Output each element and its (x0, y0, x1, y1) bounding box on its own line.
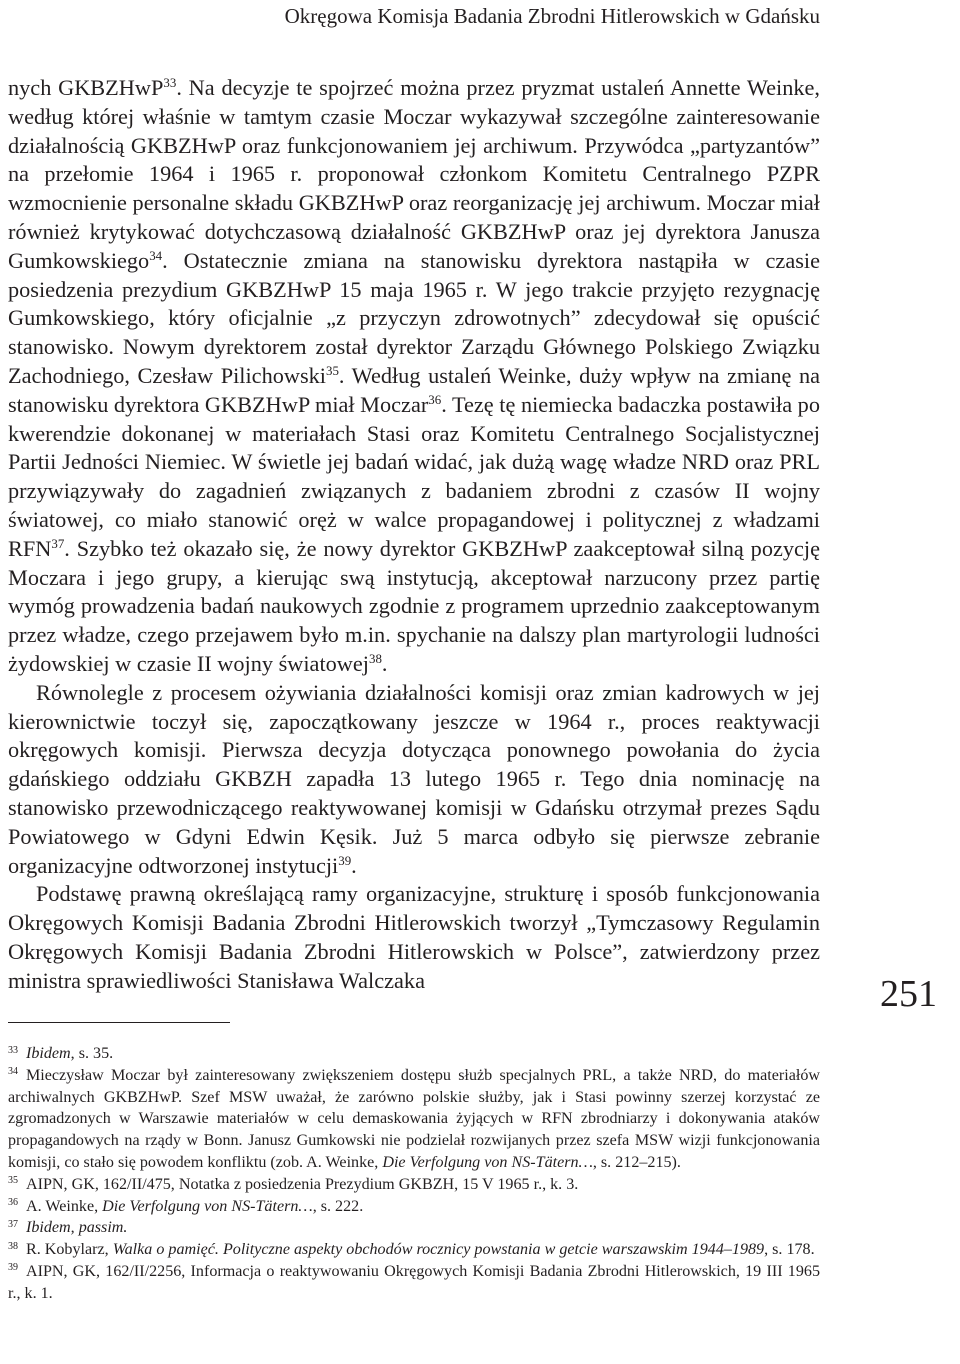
text-span: . Według ustaleń Weinke, duży wpływ na zmianę na stanowisku dyrektora GKBZHwP miał Moczar (8, 362, 821, 417)
footnote-text: R. Kobylarz, (25, 1241, 113, 1259)
footnote-text: A. Weinke, (25, 1197, 103, 1215)
text-span: Podstawę prawną określającą ramy organizacyjne, strukturę i sposób funkcjonowania Okręgowych Komisji Badania Zbrodni Hitlerowskich tworzył „Tymczasowy Regulamin Okręgowych Komisji Badania Zbrodni Hitlerowskich w Polsce”, zatwierdzony przez ministra sprawiedliwości Stanisława Walczaka (8, 881, 820, 993)
footnote-text: , s. 222. (312, 1197, 364, 1215)
footnote-number: 34 (8, 1066, 18, 1078)
footnote-number: 33 (8, 1044, 18, 1056)
footnote-34 (8, 1065, 820, 1174)
text-span: . Tezę tę niemiecka badaczka postawiła po kwerendzie dokonanej w materiałach Stasi oraz Komitetu Centralnego Socjalistycznej Partii Jedności Niemiec. W świetle jej badań widać, jak dużą wagę władze NRD oraz PRL przywiązywały do zagadnień związanych z badaniem zbrodni z czasów II wojny światowej, co miało stanowić oręż w walce propagandowej i politycznej z władzami RFN (8, 391, 820, 561)
footnote-ref-37[interactable]: 37 (51, 535, 65, 551)
footnote-ref-36[interactable]: 36 (428, 391, 442, 407)
text-span: . (381, 650, 388, 676)
footnote-separator (8, 1022, 230, 1023)
footnote-text: Mieczysław Moczar był zainteresowany zwiększeniem dostępu służb specjalnych PRL, a także NRD, do materiałów archiwalnych GKBZHwP. Szef MSW uważał, że zarówno polskie służby, jak i Stasi powinny szerzej korzystać ze zgromadzonych w Warszawie materiałów w celu demaskowania żyjących w RFN zbrodniarzy i dokonywania ataków propagandowych na rządy w Bonn. Janusz Gumkowski nie podzielał rozwijanych przez szefa MSW wizji funkcjonowania komisji, co stało się powodem konfliktu (zob. A. Weinke, (8, 1066, 820, 1171)
footnote-ref-39[interactable]: 39 (338, 852, 352, 868)
footnote-ref-35[interactable]: 35 (326, 362, 339, 378)
footnote-number: 37 (8, 1218, 18, 1230)
footnote-italic-text: Ibidem, passim. (25, 1219, 128, 1237)
footnote-36 (8, 1196, 820, 1218)
footnote-text: , s. 35. (70, 1045, 114, 1062)
footnote-33 (8, 1043, 820, 1065)
text-span: . Szybko też okazało się, że nowy dyrektor GKBZHwP zaakceptował silną pozycję Moczara i jego grupy, a kierując swą instytucją, akceptował narzucony przez partię wymóg prowadzenia badań naukowych zgodnie z programem uprzednio zaakceptowanym przez władze, czego przejawem było m.in. spychanie na dalszy plan martyrologii ludności żydowskiej w czasie II wojny światowej (8, 535, 820, 676)
footnote-italic-text: Die Verfolgung von NS-Tätern… (102, 1197, 313, 1215)
footnotes (8, 1043, 820, 1305)
text-span: nych GKBZHwP (8, 75, 164, 100)
footnote-35 (8, 1174, 820, 1196)
footnote-text: AIPN, GK, 162/II/475, Notatka z posiedzenia Prezydium GKBZH, 15 V 1965 r., k. 3. (25, 1175, 579, 1193)
text-span: Równolegle z procesem ożywiania działalności komisji oraz zmian kadrowych w jej kierownictwie toczył się, zapoczątkowany jeszcze w 1964 r., proces reaktywacji okręgowych komisji. Pierwsza decyzja dotycząca ponownego powołania do życia gdańskiego oddziału GKBZH zapadła 13 lutego 1965 r. Tego dnia nominację na stanowisko przewodniczącego reaktywowanej komisji w Gdańsku otrzymał prezes Sądu Powiatowego w Gdyni Edwin Kęsik. Już 5 marca odbyło się pierwsze zebranie organizacyjne odtworzonej instytucji (8, 679, 820, 878)
paragraph-2 (8, 679, 820, 881)
text-span: . Ostatecznie zmiana na stanowisku dyrektora nastąpiła w czasie posiedzenia prezydium GKBZHwP 15 maja 1965 r. W jego trakcie przyjęto rezygnację Gumkowskiego, który oficjalnie „z przyczyn zdrowotnych” zdecydował się opuścić stanowisko. Nowym dyrektorem został dyrektor Zarządu Głównego Polskiego Związku Zachodniego, Czesław Pilichowski (8, 247, 820, 388)
footnote-text: AIPN, GK, 162/II/2256, Informacja o reaktywowaniu Okręgowych Komisji Badania Zbrodni Hitlerowskich, 19 III 1965 r., k. 1. (8, 1262, 820, 1302)
text-span: . (351, 852, 357, 878)
footnote-text: , s. 212–215). (592, 1153, 681, 1171)
footnote-italic-text: Ibidem (25, 1045, 71, 1062)
footnote-italic-text: Die Verfolgung von NS-Tätern… (382, 1153, 593, 1171)
footnote-number: 38 (8, 1240, 18, 1252)
main-text (8, 74, 820, 996)
footnote-ref-33[interactable]: 33 (163, 74, 177, 90)
paragraph-1 (8, 74, 820, 679)
footnote-ref-38[interactable]: 38 (369, 650, 382, 666)
footnote-37 (8, 1217, 820, 1239)
paragraph-3 (8, 880, 820, 995)
footnote-38 (8, 1239, 820, 1261)
footnote-italic-text: Walka o pamięć. Polityczne aspekty obchodów rocznicy powstania w getcie warszawskim 1944–1989 (112, 1241, 765, 1259)
text-span: . Na decyzje te spojrzeć można przez pryzmat ustaleń Annette Weinke, według której właśnie w tamtym czasie Moczar wykazywał szczególne zainteresowanie działalnością GKBZHwP oraz funkcjonowaniem jej archiwum. Przywódca „partyzantów” na przełomie 1964 i 1965 r. proponował członkom Komitetu Centralnego PZPR wzmocnienie personalne składu GKBZHwP oraz reorganizację jej archiwum. Moczar miał również krytykować dotychczasową działalność GKBZHwP oraz jej dyrektora Janusza Gumkowskiego (8, 75, 820, 273)
footnote-number: 36 (8, 1197, 18, 1209)
footnote-number: 39 (8, 1262, 18, 1274)
running-header: Okręgowa Komisja Badania Zbrodni Hitlerowskich w Gdańsku (284, 4, 820, 28)
footnote-ref-34[interactable]: 34 (149, 247, 163, 263)
footnote-number: 35 (8, 1175, 18, 1187)
footnote-text: , s. 178. (764, 1241, 815, 1259)
footnote-39 (8, 1261, 820, 1305)
page-number: 251 (880, 973, 937, 1015)
